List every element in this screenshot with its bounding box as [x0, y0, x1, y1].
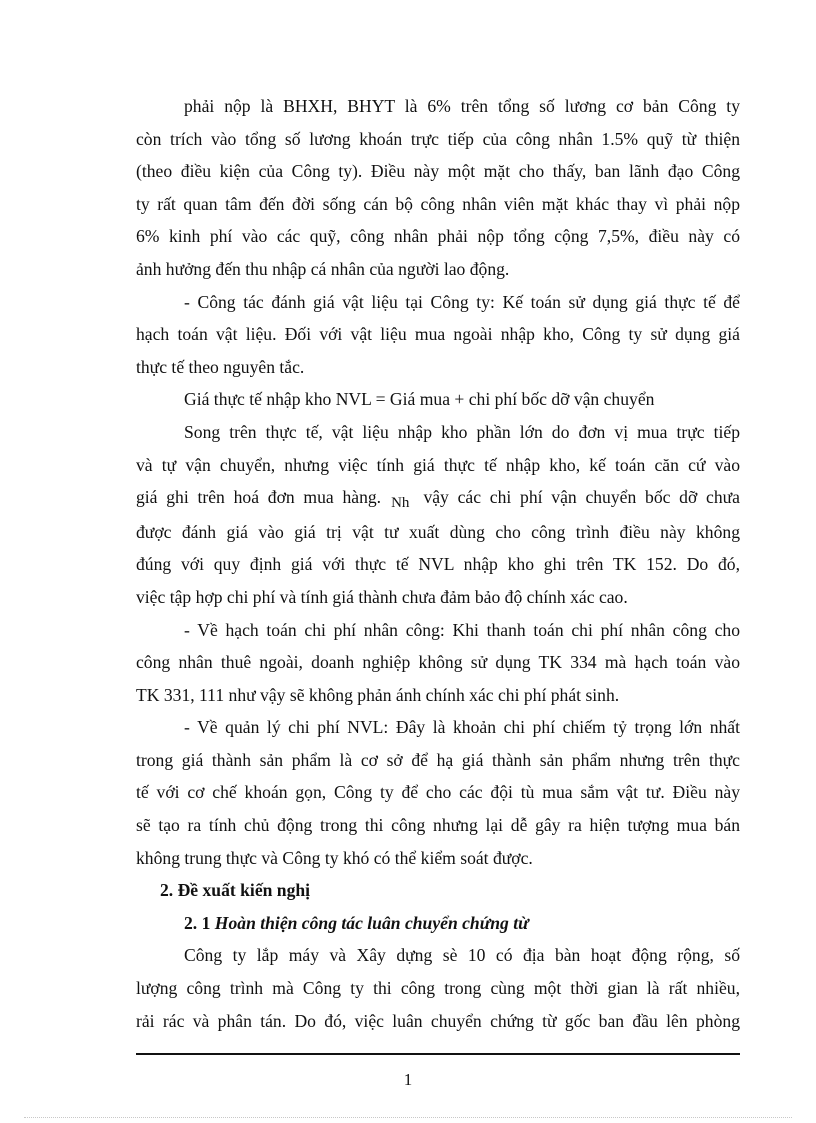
paragraph-material-valuation — [136, 286, 740, 384]
text-line: đúng với quy định giá với thực tế NVL nhập kho ghi trên TK 152. Do đó, — [136, 554, 740, 575]
text-line: - Công tác đánh giá vật liệu tại Công ty: Kế toán sử dụng giá thực tế để — [184, 291, 740, 312]
text-line: được đánh giá vào giá trị vật tư xuất dùng cho công trình điều này không — [136, 521, 740, 542]
text-line-mixed — [136, 481, 740, 516]
paragraph-contribution — [136, 90, 740, 286]
paragraph-document-flow — [136, 939, 740, 1037]
footer-rule — [136, 1053, 740, 1055]
subsection-heading — [136, 907, 740, 940]
text-line: trong giá thành sản phẩm là cơ sở để hạ giá thành sản phẩm nhưng trên thực — [136, 749, 740, 770]
text-line: - Về quản lý chi phí NVL: Đây là khoản chi phí chiếm tỷ trọng lớn nhất — [184, 717, 740, 738]
text-line: lượng công trình mà Công ty thi công trong cùng một thời gian là rất nhiều, — [136, 978, 740, 999]
text-segment: giá ghi trên hoá đơn mua hàng. — [136, 487, 382, 508]
text-line: rải rác và phân tán. Do đó, việc luân chuyển chứng từ gốc ban đầu lên phòng — [136, 1010, 740, 1031]
text-line: Song trên thực tế, vật liệu nhập kho phần lớn do đơn vị mua trực tiếp — [184, 421, 740, 442]
paragraph-labor-cost — [136, 614, 740, 712]
text-segment: vậy các chi phí vận chuyển bốc dỡ chưa — [423, 487, 740, 508]
body-text — [136, 90, 740, 1037]
text-line: không trung thực và Công ty khó có thể kiểm soát được. — [136, 847, 533, 868]
text-line: tế với cơ chế khoán gọn, Công ty để cho các đội tù mua sắm vật tư. Điều này — [136, 782, 740, 803]
subsection-title: Hoàn thiện công tác luân chuyển chứng từ — [214, 912, 529, 933]
text-line: ảnh hưởng đến thu nhập cá nhân của người lao động. — [136, 258, 510, 279]
text-line: thực tế theo nguyên tắc. — [136, 356, 305, 377]
text-line: phải nộp là BHXH, BHYT là 6% trên tổng số lương cơ bản Công ty — [184, 96, 740, 116]
text-line: hạch toán vật liệu. Đối với vật liệu mua ngoài nhập kho, Công ty sử dụng giá — [136, 324, 740, 345]
text-line: và tự vận chuyển, nhưng việc tính giá thực tế nhập kho, kế toán căn cứ vào — [136, 454, 740, 475]
text-line: 6% kinh phí vào các quỹ, công nhân phải nộp tổng cộng 7,5%, điều này có — [136, 226, 740, 247]
paragraph-formula — [136, 383, 740, 416]
paragraph-actual-practice — [136, 416, 740, 614]
text-line: (theo điều kiện của Công ty). Điều này một mặt cho thấy, ban lãnh đạo Công — [136, 161, 740, 182]
text-line: còn trích vào tổng số lương khoán trực tiếp của công nhân 1.5% quỹ từ thiện — [136, 128, 740, 149]
page-number: 1 — [403, 1070, 413, 1089]
page-edge-divider — [24, 1117, 792, 1118]
text-line: việc tập hợp chi phí và tính giá thành chưa đảm bảo độ chính xác cao. — [136, 586, 628, 607]
text-line: Công ty lắp máy và Xây dựng sè 10 có địa bàn hoạt động rộng, số — [184, 945, 740, 966]
paragraph-material-management — [136, 711, 740, 874]
text-fragment: Nh — [391, 495, 410, 512]
text-line: ty rất quan tâm đến đời sống cán bộ công nhân viên mặt khác thay vì phải nộp — [136, 193, 740, 214]
text-line: sẽ tạo ra tính chủ động trong thi công nhưng lại dễ gây ra hiện tượng mua bán — [136, 815, 740, 836]
section-heading: 2. Đề xuất kiến nghị — [160, 880, 311, 901]
subsection-number: 2. 1 — [184, 912, 211, 933]
text-line: TK 331, 111 như vậy sẽ không phản ánh chính xác chi phí phát sinh. — [136, 684, 620, 705]
text-line: - Về hạch toán chi phí nhân công: Khi thanh toán chi phí nhân công cho — [184, 619, 740, 640]
formula-line: Giá thực tế nhập kho NVL = Giá mua + chi phí bốc dỡ vận chuyển — [184, 389, 655, 410]
text-line: công nhân thuê ngoài, doanh nghiệp không sử dụng TK 334 mà hạch toán vào — [136, 652, 740, 673]
